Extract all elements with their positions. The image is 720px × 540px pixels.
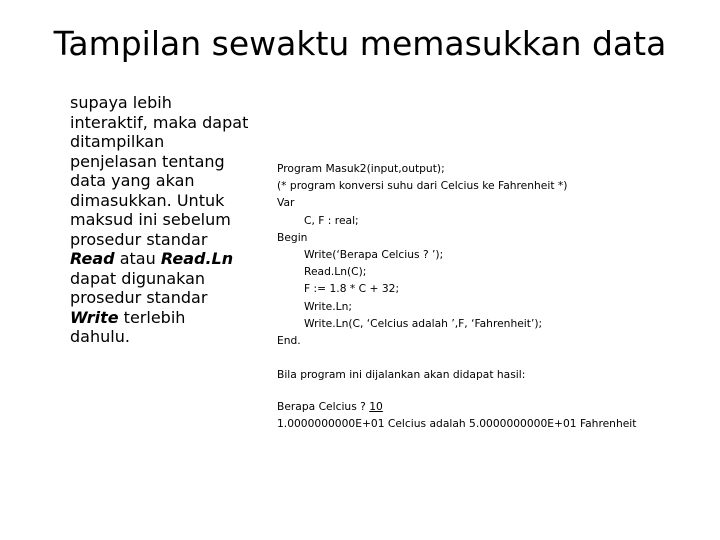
code-line: Read.Ln(C); xyxy=(304,265,367,279)
desc-part-2: dapat digunakan prosedur standar xyxy=(70,268,208,307)
desc-part-3: terlebih dahulu. xyxy=(70,307,186,346)
spacer xyxy=(277,383,717,398)
result-input: 10 xyxy=(369,400,383,414)
result-caption: Bila program ini dijalankan akan didapat hasil: xyxy=(277,368,526,382)
result-prompt: Berapa Celcius ? xyxy=(277,400,370,414)
code-line: Write.Ln(C, ‘Celcius adalah ’,F, ‘Fahrenheit’); xyxy=(304,316,543,330)
spacer xyxy=(277,349,717,366)
desc-atau: atau xyxy=(114,249,161,268)
code-line: Var xyxy=(277,196,295,210)
code-line: Program Masuk2(input,output); xyxy=(277,162,445,175)
readln-keyword: Read.Ln xyxy=(160,249,234,268)
code-line: F := 1.8 * C + 32; xyxy=(304,282,400,296)
result-prompt-line xyxy=(277,398,717,415)
description-text xyxy=(70,93,250,347)
write-keyword: Write xyxy=(70,307,119,327)
desc-part-1: supaya lebih interaktif, maka dapat ditampilkan penjelasan tentang data yang akan dimasukkan. Untuk maksud ini sebelum prosedur standar xyxy=(70,93,249,249)
code-line: Write.Ln; xyxy=(304,299,352,313)
code-line: End. xyxy=(277,333,301,347)
code-panel xyxy=(277,160,717,433)
read-keyword: Read xyxy=(70,249,115,268)
code-line: Begin xyxy=(277,230,308,244)
code-line: Write(‘Berapa Celcius ? ’); xyxy=(304,247,444,261)
result-output: 1.0000000000E+01 Celcius adalah 5.0000000000E+01 Fahrenheit xyxy=(277,417,637,431)
code-line: C, F : real; xyxy=(304,213,359,227)
slide-title: Tampilan sewaktu memasukkan data xyxy=(53,24,667,63)
code-line: (* program konversi suhu dari Celcius ke Fahrenheit *) xyxy=(277,179,568,193)
